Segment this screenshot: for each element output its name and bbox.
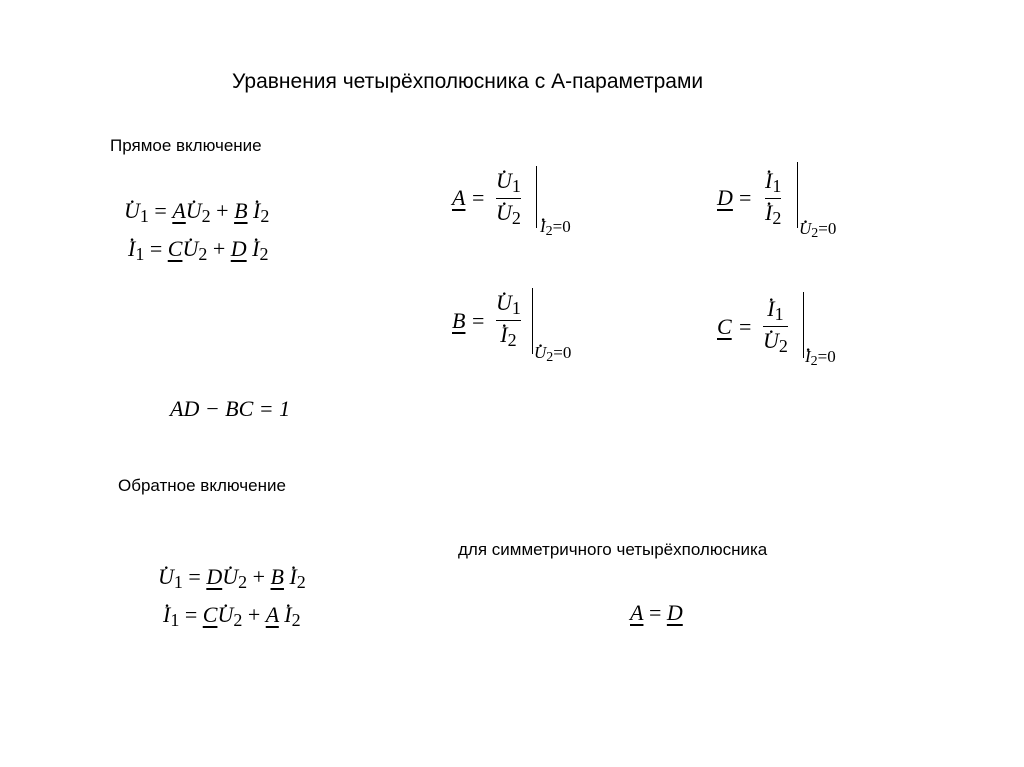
param-c-definition: C = · $I_1$ · $U_2$ · I2=0: [717, 292, 887, 372]
page-title: Уравнения четырёхполюсника с А-параметрами: [232, 70, 704, 93]
var-u: · U: [124, 200, 140, 222]
symmetric-formula: A = D: [630, 600, 683, 625]
param-d-definition: D = · $I_1$ · $I_2$ · U2=0: [717, 162, 887, 242]
param-b-definition: B = · $U_1$ · $I_2$ · U2=0: [452, 288, 612, 368]
direct-heading: Прямое включение: [110, 136, 262, 155]
determinant-identity: AD − BC = 1: [170, 396, 291, 421]
param-a-definition: A = · $U_1$ · $U_2$ · I2=0: [452, 166, 612, 246]
direct-equation-2: · $I_1 = C\cdot U_2 + D \cdot I_2$: [128, 238, 268, 263]
direct-equation-1: · $U_1 = A\cdot U_2 + B \cdot I_2$: [124, 200, 269, 225]
reverse-heading: Обратное включение: [118, 476, 286, 495]
reverse-equation-1: · $U_1 = D\cdot U_2 + B \cdot I_2$: [158, 566, 306, 591]
symmetric-label: для симметричного четырёхполюсника: [458, 540, 768, 559]
reverse-equation-2: · $I_1 = C\cdot U_2 + A \cdot I_2$: [163, 604, 301, 629]
